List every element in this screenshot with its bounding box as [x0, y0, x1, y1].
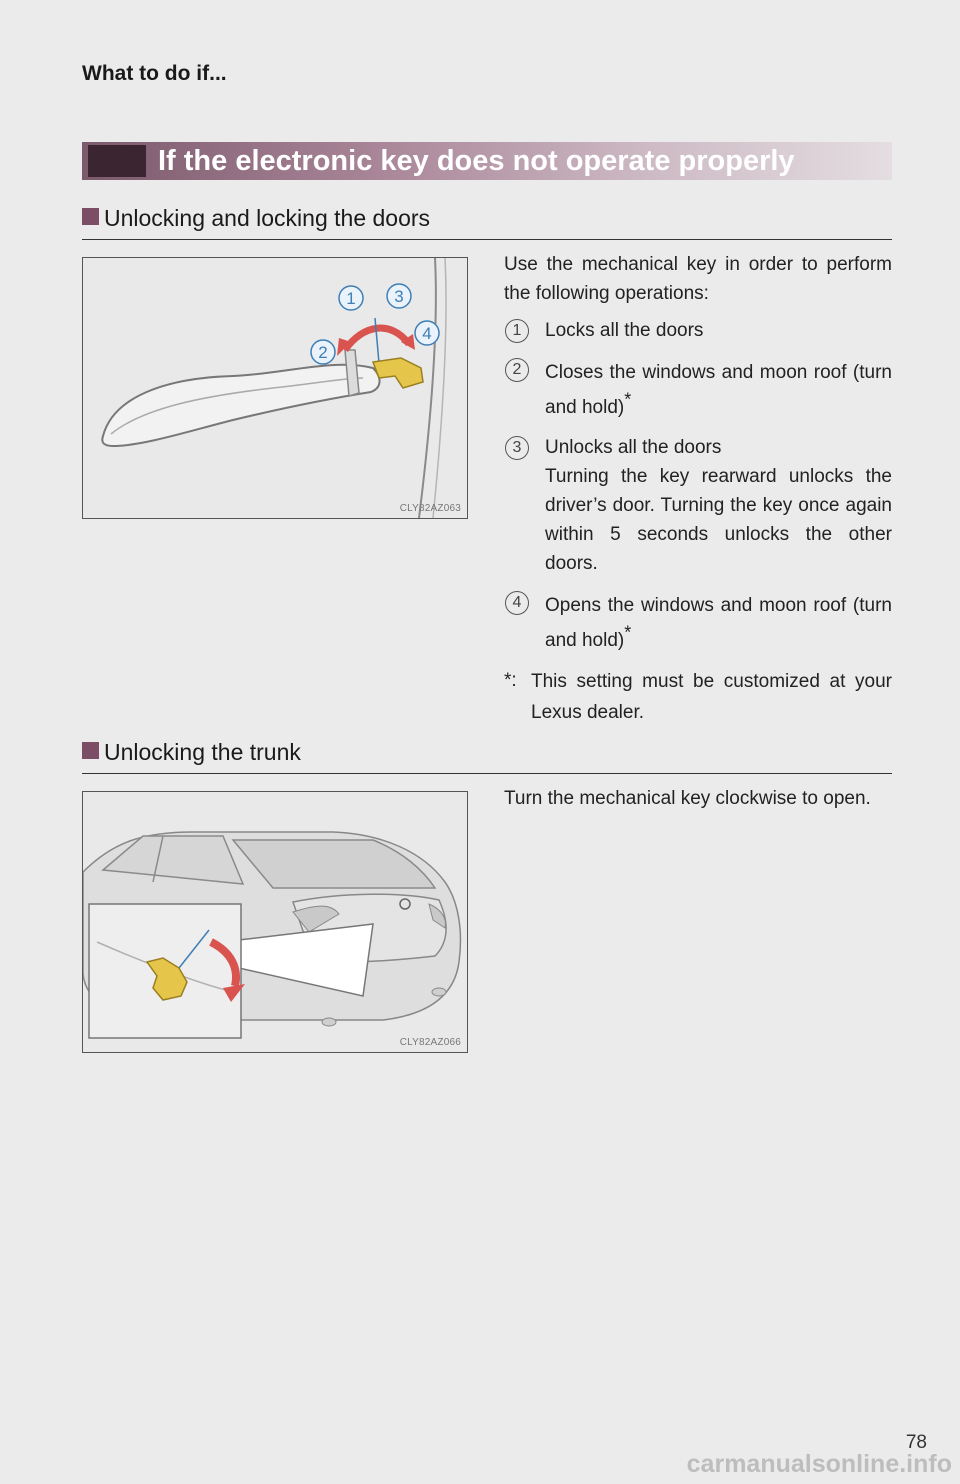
- callout-3: 3: [394, 287, 404, 306]
- callout-2: 2: [318, 343, 328, 362]
- doors-intro: Use the mechanical key in order to perform the following operations:: [504, 254, 892, 304]
- section-heading-text: Unlocking and locking the doors: [104, 205, 431, 231]
- banner-block: [88, 145, 146, 177]
- callout-1: 1: [346, 289, 356, 308]
- callout-4: 4: [422, 324, 432, 343]
- list-item-text: Unlocks all the doors: [545, 437, 722, 458]
- trunk-text-column: [504, 784, 892, 813]
- list-item-text: Locks all the doors: [545, 320, 704, 341]
- section-heading-doors: [82, 205, 892, 240]
- banner-title: If the electronic key does not operate properly: [158, 145, 795, 177]
- list-item-text: Closes the windows and moon roof (turn and hold): [545, 362, 892, 418]
- section-square-icon: [82, 208, 99, 225]
- number-badge: 2: [505, 358, 529, 382]
- number-badge: 3: [505, 436, 529, 460]
- trunk-figure: [82, 791, 468, 1053]
- footnote-text: This setting must be customized at your Lexus dealer.: [531, 671, 892, 723]
- asterisk-mark: *: [624, 622, 632, 643]
- watermark: carmanualsonline.info: [686, 1450, 952, 1478]
- section-heading-text: Unlocking the trunk: [104, 739, 301, 765]
- list-item: [504, 355, 892, 425]
- doors-text-column: [504, 250, 892, 728]
- figure-code: CLY82AZ066: [399, 1037, 461, 1048]
- page-number: 78: [905, 1432, 927, 1453]
- section-square-icon: [82, 742, 99, 759]
- footnote: [504, 666, 892, 728]
- number-badge: 4: [505, 591, 529, 615]
- list-item-text: Opens the windows and moon roof (turn and hold): [545, 595, 892, 651]
- door-handle-illustration: [83, 258, 467, 518]
- number-badge: 1: [505, 319, 529, 343]
- door-handle-figure: [82, 257, 468, 519]
- footnote-mark: *:: [504, 670, 517, 691]
- trunk-instruction: Turn the mechanical key clockwise to open.: [504, 788, 871, 809]
- page-header-title: What to do if...: [82, 62, 227, 85]
- section-heading-trunk: [82, 739, 892, 774]
- section-banner: [82, 142, 892, 180]
- asterisk-mark: *: [624, 389, 632, 410]
- trunk-illustration: [83, 792, 467, 1052]
- list-item: [504, 433, 892, 578]
- list-item: [504, 316, 892, 345]
- list-item-subtext: Turning the key rearward unlocks the driver’s door. Turning the key once again within 5 seconds unlocks the other doors.: [545, 466, 892, 574]
- figure-code: CLY82AZ063: [399, 503, 461, 514]
- list-item: [504, 588, 892, 658]
